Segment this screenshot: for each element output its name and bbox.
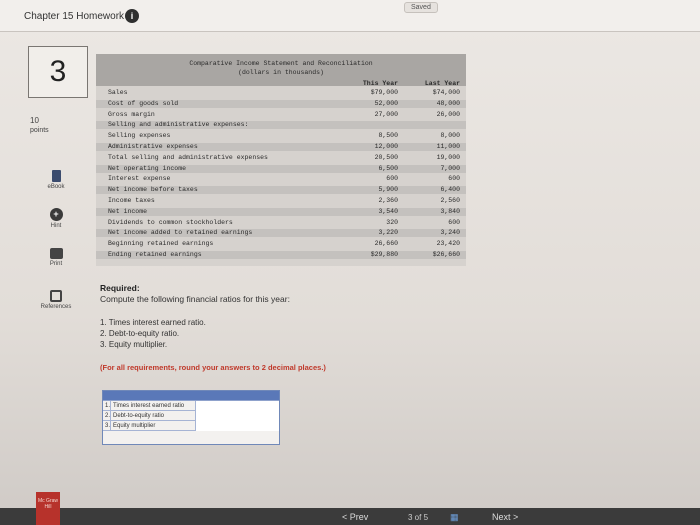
statement-title: Comparative Income Statement and Reconciliation — [189, 60, 373, 67]
statement-row — [96, 111, 466, 119]
statement-row-last-year: 48,000 — [436, 99, 460, 107]
answer-row — [103, 401, 279, 411]
statement-row-last-year: 11,000 — [436, 143, 460, 150]
statement-row-this-year: 2,360 — [378, 197, 398, 204]
statement-row — [96, 100, 466, 108]
publisher-logo: Mc Graw Hill — [36, 492, 60, 525]
ebook-button[interactable] — [36, 170, 76, 190]
statement-row-last-year: 6,400 — [440, 186, 460, 194]
statement-row — [96, 219, 466, 227]
statement-row — [96, 132, 466, 140]
statement-row-label: Ending retained earnings — [108, 251, 202, 258]
col-this-year: This Year — [362, 80, 398, 87]
statement-row-last-year: 600 — [448, 218, 460, 226]
statement-row-last-year: 2,560 — [440, 197, 460, 204]
info-icon[interactable]: i — [125, 9, 139, 23]
statement-row — [96, 197, 466, 205]
statement-row — [96, 121, 466, 129]
page-indicator: 3 of 5 — [408, 513, 429, 522]
statement-row-last-year: 26,000 — [436, 110, 460, 118]
references-button[interactable] — [36, 290, 76, 310]
print-label: Print — [49, 261, 63, 267]
statement-row-this-year: 600 — [386, 175, 398, 183]
required-item: 2. Debt-to-equity ratio. — [100, 329, 180, 338]
saved-status-badge: Saved — [404, 2, 438, 13]
required-item: 1. Times interest earned ratio. — [100, 318, 206, 327]
references-label: References — [40, 304, 72, 310]
print-icon — [50, 248, 63, 259]
required-item: 3. Equity multiplier. — [100, 340, 168, 349]
debt-to-equity-input[interactable] — [195, 411, 279, 421]
col-last-year: Last Year — [424, 80, 460, 87]
ebook-label: eBook — [47, 184, 65, 190]
statement-row-this-year: 27,000 — [374, 110, 398, 118]
statement-row — [96, 165, 466, 173]
answer-table — [102, 390, 280, 445]
statement-row-last-year: 23,420 — [436, 240, 460, 248]
statement-row-last-year: 19,000 — [436, 153, 460, 161]
statement-row — [96, 154, 466, 162]
statement-row-last-year: $26,660 — [432, 251, 460, 258]
statement-row-label: Beginning retained earnings — [108, 240, 214, 248]
print-button[interactable] — [36, 248, 76, 267]
assignment-title: Chapter 15 Homework — [24, 11, 125, 22]
statement-row-label: Net operating income — [108, 164, 187, 172]
answer-row-num: 1. — [105, 403, 111, 409]
answer-row-num: 2. — [105, 413, 111, 419]
statement-row — [96, 89, 466, 97]
statement-row-label: Sales — [108, 89, 128, 96]
statement-subtitle: (dollars in thousands) — [238, 69, 324, 76]
required-title: Required: — [100, 283, 140, 293]
statement-row-last-year: 7,000 — [440, 164, 460, 172]
statement-row — [96, 208, 466, 216]
statement-row-this-year: 320 — [386, 218, 398, 226]
statement-row-this-year: 12,000 — [374, 143, 398, 150]
statement-row-label: Net income before taxes — [108, 186, 198, 194]
statement-row-this-year: 8,500 — [378, 132, 398, 140]
statement-row-label: Net income — [108, 207, 148, 215]
statement-row — [96, 175, 466, 183]
required-text: Compute the following financial ratios for this year: — [100, 294, 290, 304]
statement-row-this-year: $79,000 — [370, 89, 398, 96]
column-headers — [96, 80, 466, 88]
statement-row — [96, 240, 466, 248]
book-icon — [52, 170, 61, 182]
hint-icon: + — [50, 208, 63, 221]
statement-row-label: Income taxes — [108, 197, 155, 204]
prev-button[interactable]: < Prev — [342, 512, 369, 522]
references-icon — [50, 290, 62, 302]
points-label: points — [30, 127, 49, 134]
statement-row-label: Total selling and administrative expenses — [108, 153, 268, 161]
statement-row-this-year: 20,500 — [374, 153, 398, 161]
answer-table-header — [103, 391, 279, 401]
statement-row-label: Interest expense — [108, 175, 171, 183]
statement-row — [96, 229, 466, 237]
statement-row-this-year: 26,660 — [374, 240, 398, 248]
income-statement — [96, 54, 466, 266]
statement-row-last-year: $74,000 — [432, 89, 460, 96]
hint-button[interactable] — [36, 208, 76, 229]
answer-row-label: Debt-to-equity ratio — [113, 413, 165, 419]
statement-row — [96, 251, 466, 259]
answer-row — [103, 411, 279, 421]
hint-label: Hint — [50, 223, 62, 229]
statement-row-this-year: 5,900 — [378, 186, 398, 194]
statement-row-last-year: 3,240 — [440, 229, 460, 237]
statement-row-label: Selling expenses — [108, 132, 171, 140]
answer-row-num: 3. — [105, 423, 111, 429]
answer-row — [103, 421, 279, 431]
answer-row-label: Equity multiplier — [113, 423, 156, 429]
points-value: 10 — [30, 116, 39, 125]
statement-row-label: Administrative expenses — [108, 143, 198, 150]
statement-row-this-year: 3,540 — [378, 207, 398, 215]
statement-row — [96, 143, 466, 151]
statement-row — [96, 186, 466, 194]
required-list — [100, 317, 206, 350]
statement-row-this-year: 6,500 — [378, 164, 398, 172]
grid-icon[interactable]: ▦ — [450, 512, 459, 522]
top-bar — [0, 0, 700, 32]
times-interest-earned-input[interactable] — [195, 401, 279, 411]
answer-row-label: Times interest earned ratio — [113, 403, 185, 409]
statement-row-last-year: 8,000 — [440, 132, 460, 140]
statement-row-this-year: 3,220 — [378, 229, 398, 237]
statement-row-label: Net income added to retained earnings — [108, 229, 253, 237]
statement-row-label: Dividends to common stockholders — [108, 218, 233, 226]
statement-row-last-year: 3,840 — [440, 207, 460, 215]
rounding-note: (For all requirements, round your answers to 2 decimal places.) — [100, 363, 326, 372]
equity-multiplier-input[interactable] — [195, 421, 279, 431]
statement-row-this-year: $29,880 — [370, 251, 398, 258]
question-number: 3 — [28, 46, 88, 98]
statement-row-label: Gross margin — [108, 110, 155, 118]
statement-row-label: Cost of goods sold — [108, 99, 179, 107]
statement-row-last-year: 600 — [448, 175, 460, 183]
statement-row-this-year: 52,000 — [374, 99, 398, 107]
statement-row-label: Selling and administrative expenses: — [108, 121, 249, 129]
next-button[interactable]: Next > — [492, 512, 519, 522]
